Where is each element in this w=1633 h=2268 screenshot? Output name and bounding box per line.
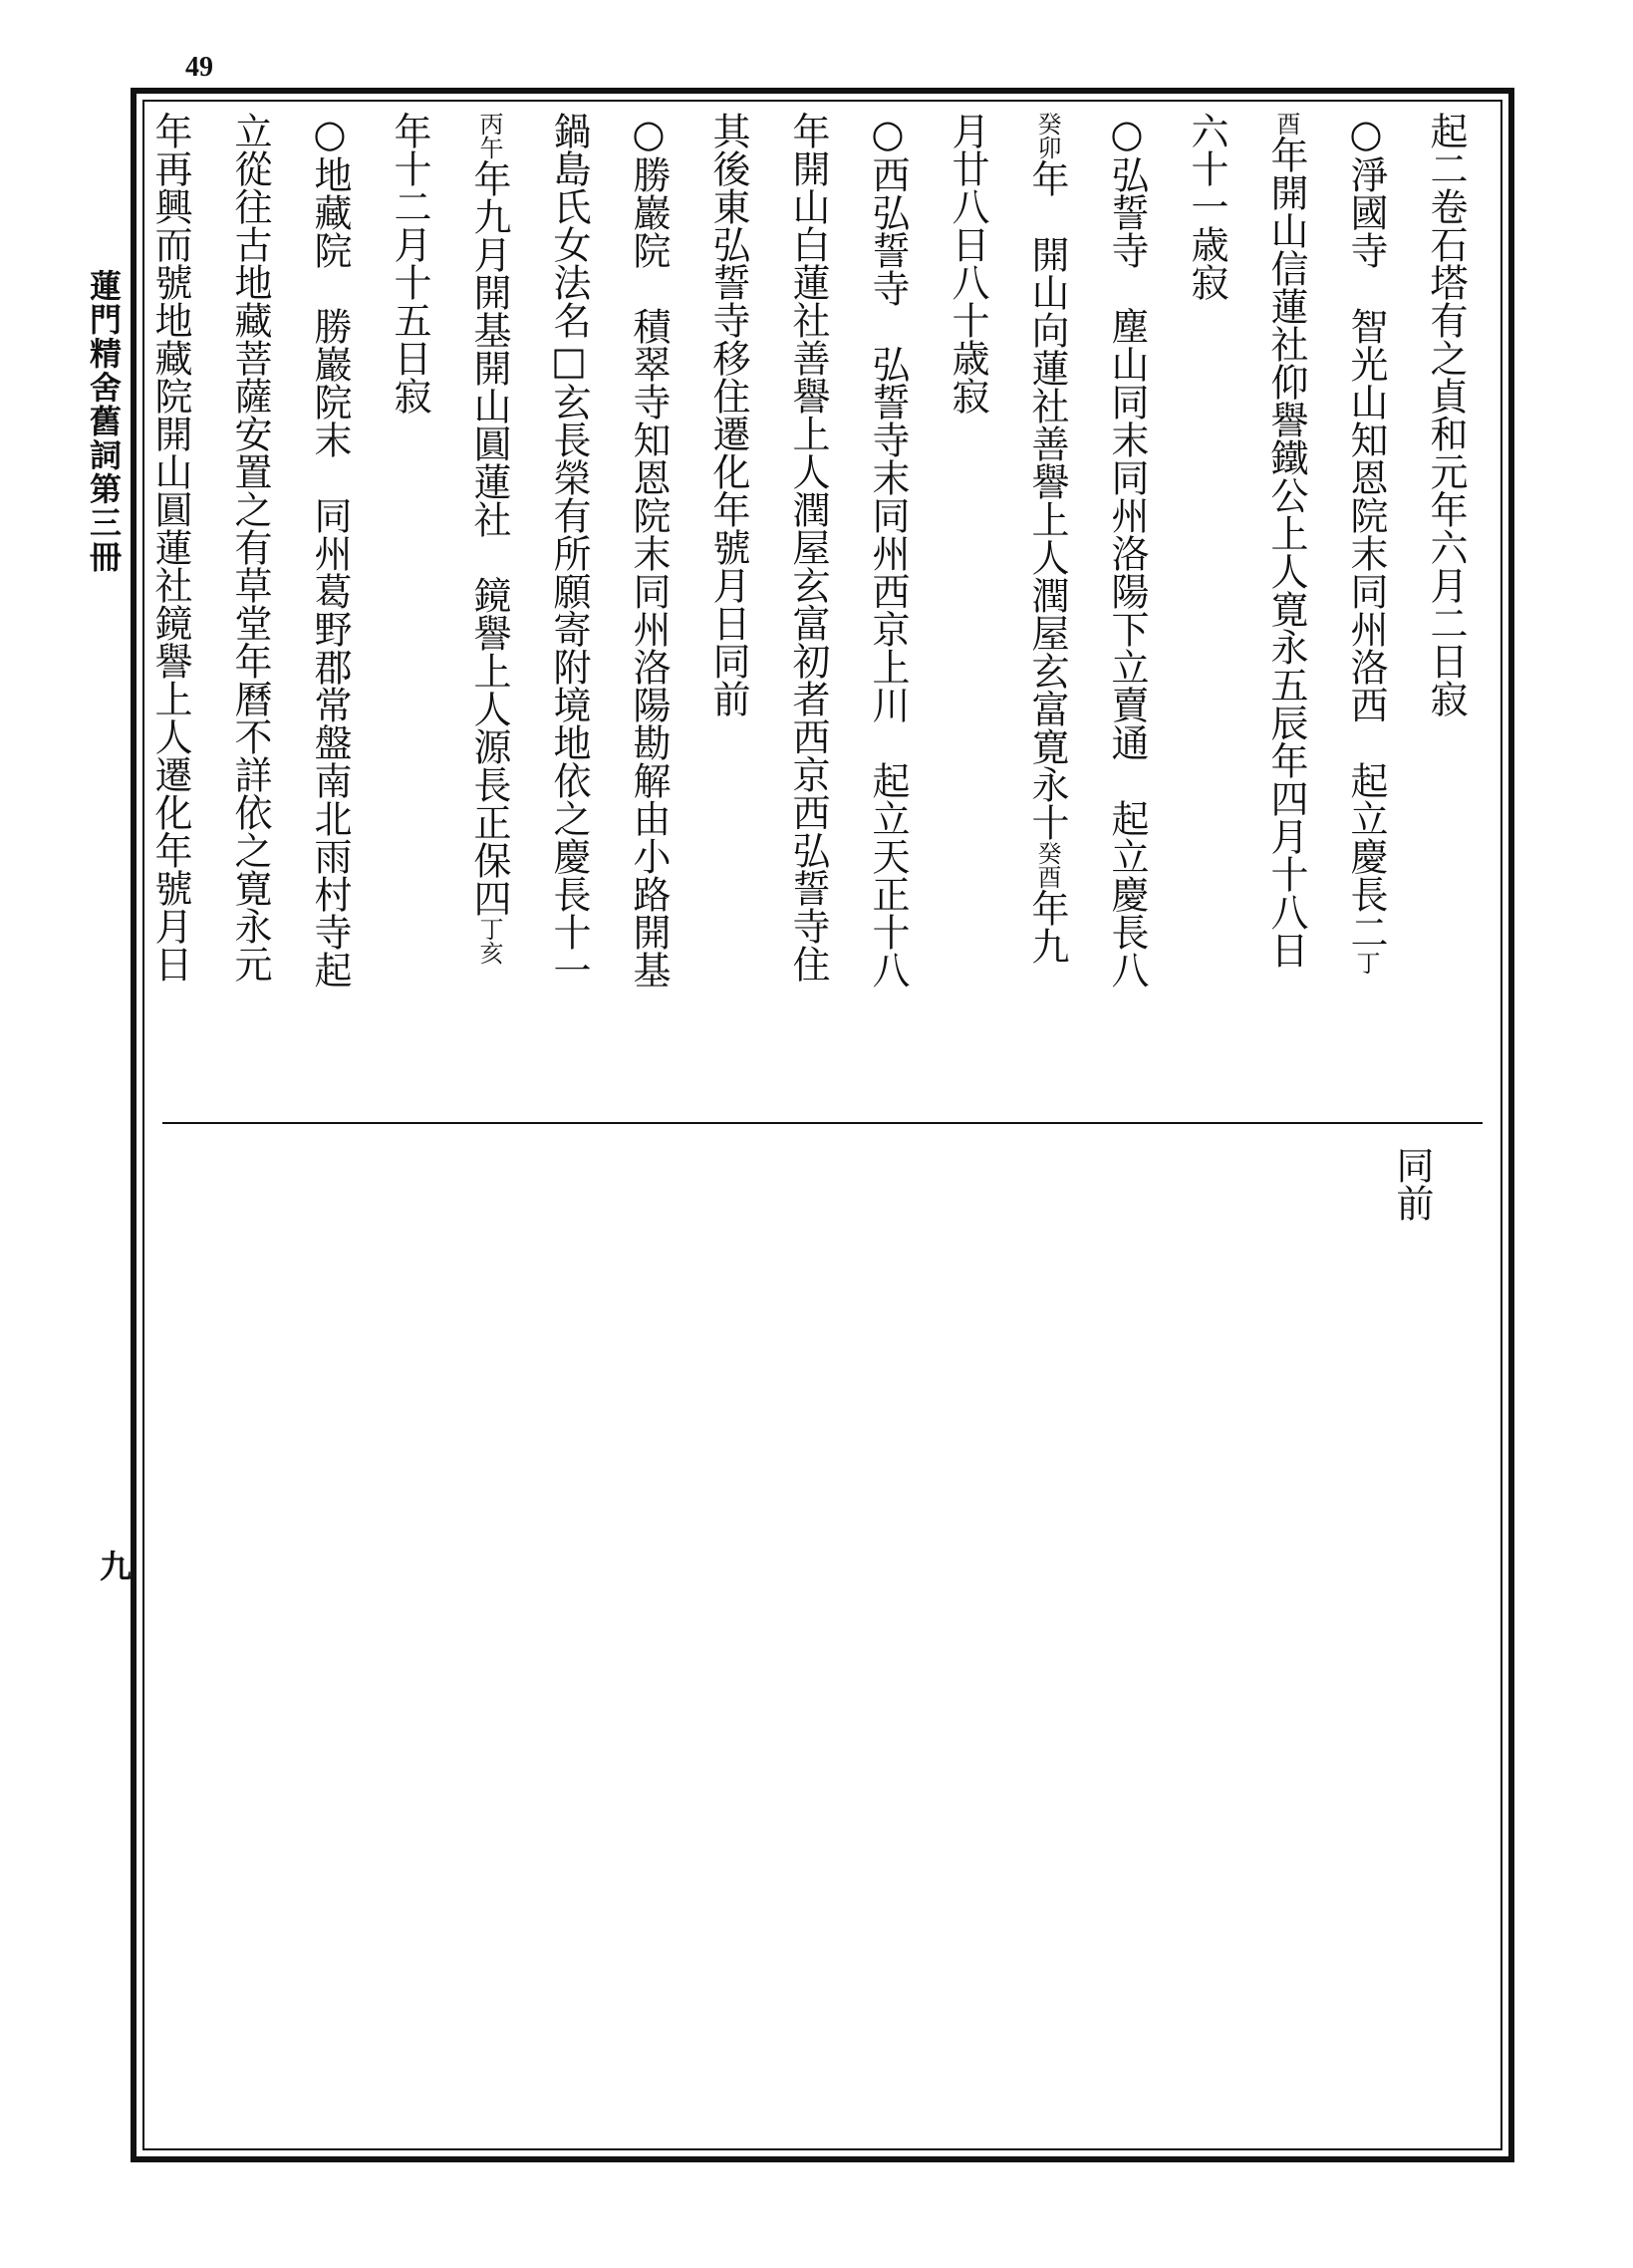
text-column: 癸卯年 開山向蓮社善譽上人潤屋玄富寛永十癸酉年九 bbox=[1025, 112, 1069, 965]
section-divider bbox=[162, 1122, 1483, 1124]
text-column: 立從往古地藏菩薩安置之有草堂年曆不詳依之寛永元 bbox=[228, 112, 272, 983]
text-column: 六十一歳寂 bbox=[1185, 112, 1228, 301]
lower-note: 同前 bbox=[1390, 1146, 1434, 1222]
text-column: 年開山白蓮社善譽上人潤屋玄富初者西京西弘誓寺住 bbox=[786, 112, 830, 983]
text-column: ○勝巖院 積翠寺知恩院末同州洛陽勘解由小路開基 bbox=[627, 112, 671, 989]
page-number: 49 bbox=[185, 52, 213, 83]
text-column: ○西弘誓寺 弘誓寺末同州西京上川 起立天正十八 bbox=[866, 112, 910, 989]
text-column: 月廿八日八十歳寂 bbox=[946, 112, 989, 415]
text-column: ○地藏院 勝巖院末 同州葛野郡常盤南北雨村寺起 bbox=[308, 112, 352, 989]
text-column: 丙午年九月開基開山圓蓮社 鏡譽上人源長正保四丁亥 bbox=[467, 112, 511, 965]
text-column: 年再興而號地藏院開山圓蓮社鏡譽上人遷化年號月日 bbox=[148, 112, 192, 983]
text-column: 起二卷石塔有之貞和元年六月二日寂 bbox=[1424, 112, 1468, 717]
text-column: 年十二月十五日寂 bbox=[388, 112, 431, 415]
text-column: 鍋島氏女法名□玄長榮有所願寄附境地依之慶長十一 bbox=[547, 112, 591, 989]
text-column: 酉年開山信蓮社仰譽鐵公上人寛永五辰年四月十八日 bbox=[1264, 112, 1308, 969]
book-title-margin: 蓮門精舍舊詞第三冊 bbox=[85, 269, 123, 574]
text-column: ○淨國寺 智光山知恩院末同州洛西 起立慶長二丁 bbox=[1344, 112, 1388, 975]
text-column: ○弘誓寺 塵山同末同州洛陽下立賣通 起立慶長八 bbox=[1105, 112, 1149, 989]
text-columns bbox=[148, 112, 1468, 1108]
text-column: 其後東弘誓寺移住遷化年號月日同前 bbox=[706, 112, 750, 717]
leaf-number: 九 bbox=[95, 1550, 133, 1581]
